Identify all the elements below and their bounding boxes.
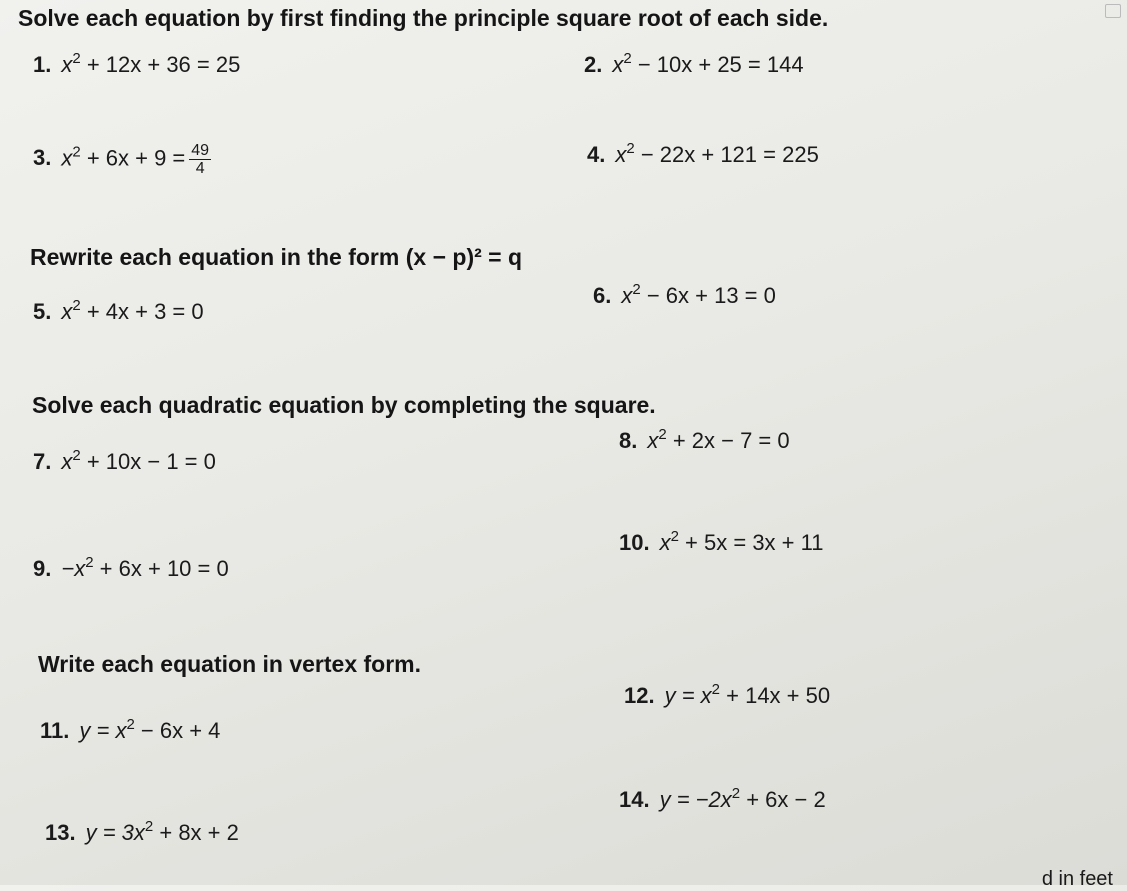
exponent: 2 <box>626 140 635 157</box>
problem-1 <box>33 52 240 78</box>
equation-lhs: y = x <box>664 683 712 708</box>
section-heading-3: Solve each quadratic equation by completing the square. <box>32 392 656 418</box>
equation-rest: + 4x + 3 = 0 <box>80 299 204 324</box>
problem-number: 12. <box>624 683 655 708</box>
problem-11 <box>40 718 220 744</box>
exponent: 2 <box>632 281 641 298</box>
problem-number: 8. <box>619 428 638 453</box>
problem-3 <box>33 142 211 177</box>
exponent: 2 <box>85 554 94 571</box>
equation-rest: + 10x − 1 = 0 <box>80 449 216 474</box>
equation-lhs: x <box>612 52 624 77</box>
problem-number: 10. <box>619 530 650 555</box>
exponent: 2 <box>126 716 135 733</box>
equation-lhs: y = x <box>79 718 127 743</box>
equation-rest: + 6x + 10 = 0 <box>93 556 229 581</box>
exponent: 2 <box>72 297 81 314</box>
problem-number: 14. <box>619 787 650 812</box>
problem-number: 13. <box>45 820 76 845</box>
problem-number: 7. <box>33 449 52 474</box>
problem-10 <box>619 530 823 556</box>
exponent: 2 <box>144 818 154 835</box>
footer-cut-text: d in feet <box>1041 868 1113 890</box>
equation-lhs: x <box>647 428 659 453</box>
exponent: 2 <box>711 681 721 698</box>
section-heading-1: Solve each equation by first finding the principle square root of each side. <box>18 5 829 31</box>
equation-lhs: x <box>61 299 73 324</box>
exponent: 2 <box>670 528 679 545</box>
problem-number: 6. <box>593 283 612 308</box>
problem-number: 9. <box>33 556 52 581</box>
problem-12 <box>624 683 830 709</box>
problem-2 <box>584 52 804 78</box>
problem-8 <box>619 428 790 454</box>
fraction <box>189 142 211 177</box>
equation-lhs: x <box>61 145 73 171</box>
problem-14 <box>619 787 826 813</box>
problem-7 <box>33 449 216 475</box>
exponent: 2 <box>623 50 632 67</box>
equation-rest: − 6x + 13 = 0 <box>640 283 776 308</box>
problem-13 <box>45 820 239 846</box>
equation-lhs: x <box>61 52 73 77</box>
equation-rest: + 5x = 3x + 11 <box>678 530 824 555</box>
problem-number: 5. <box>33 299 52 324</box>
equation-rest: + 2x − 7 = 0 <box>666 428 790 453</box>
equation-lhs: y = −2x <box>659 787 732 812</box>
problem-6 <box>593 283 776 309</box>
problem-5 <box>33 299 204 325</box>
problem-number: 3. <box>33 145 52 171</box>
equation-rest: + 6x − 2 <box>740 787 826 812</box>
problem-number: 11. <box>40 718 70 743</box>
equation-rest: + 14x + 50 <box>720 683 831 708</box>
exponent: 2 <box>72 447 81 464</box>
equation-rest: + 8x + 2 <box>153 820 239 845</box>
equation-lhs: −x <box>61 556 86 581</box>
problem-4 <box>587 142 819 168</box>
equation-lhs: x <box>621 283 633 308</box>
exponent: 2 <box>72 50 81 67</box>
equation-rest: − 10x + 25 = 144 <box>631 52 804 77</box>
fraction-numerator: 49 <box>191 142 210 159</box>
exponent: 2 <box>731 785 741 802</box>
equation-lhs: x <box>659 530 671 555</box>
equation-rest: − 6x + 4 <box>134 718 221 743</box>
exponent: 2 <box>72 143 81 161</box>
equation-rest: + 12x + 36 = 25 <box>80 52 241 77</box>
page-corner-mark <box>1105 4 1121 18</box>
problem-number: 1. <box>33 52 52 77</box>
section-heading-2: Rewrite each equation in the form (x − p)² = q <box>30 244 523 270</box>
equation-lhs: x <box>61 449 73 474</box>
problem-9 <box>33 556 229 582</box>
equation-rest: + 6x + 9 = <box>80 145 186 171</box>
equation-lhs: y = 3x <box>85 820 145 845</box>
exponent: 2 <box>658 426 667 443</box>
problem-number: 2. <box>584 52 603 77</box>
fraction-denominator: 4 <box>195 160 205 177</box>
section-heading-4: Write each equation in vertex form. <box>38 651 422 677</box>
equation-lhs: x <box>615 142 627 167</box>
equation-rest: − 22x + 121 = 225 <box>634 142 819 167</box>
problem-number: 4. <box>587 142 606 167</box>
